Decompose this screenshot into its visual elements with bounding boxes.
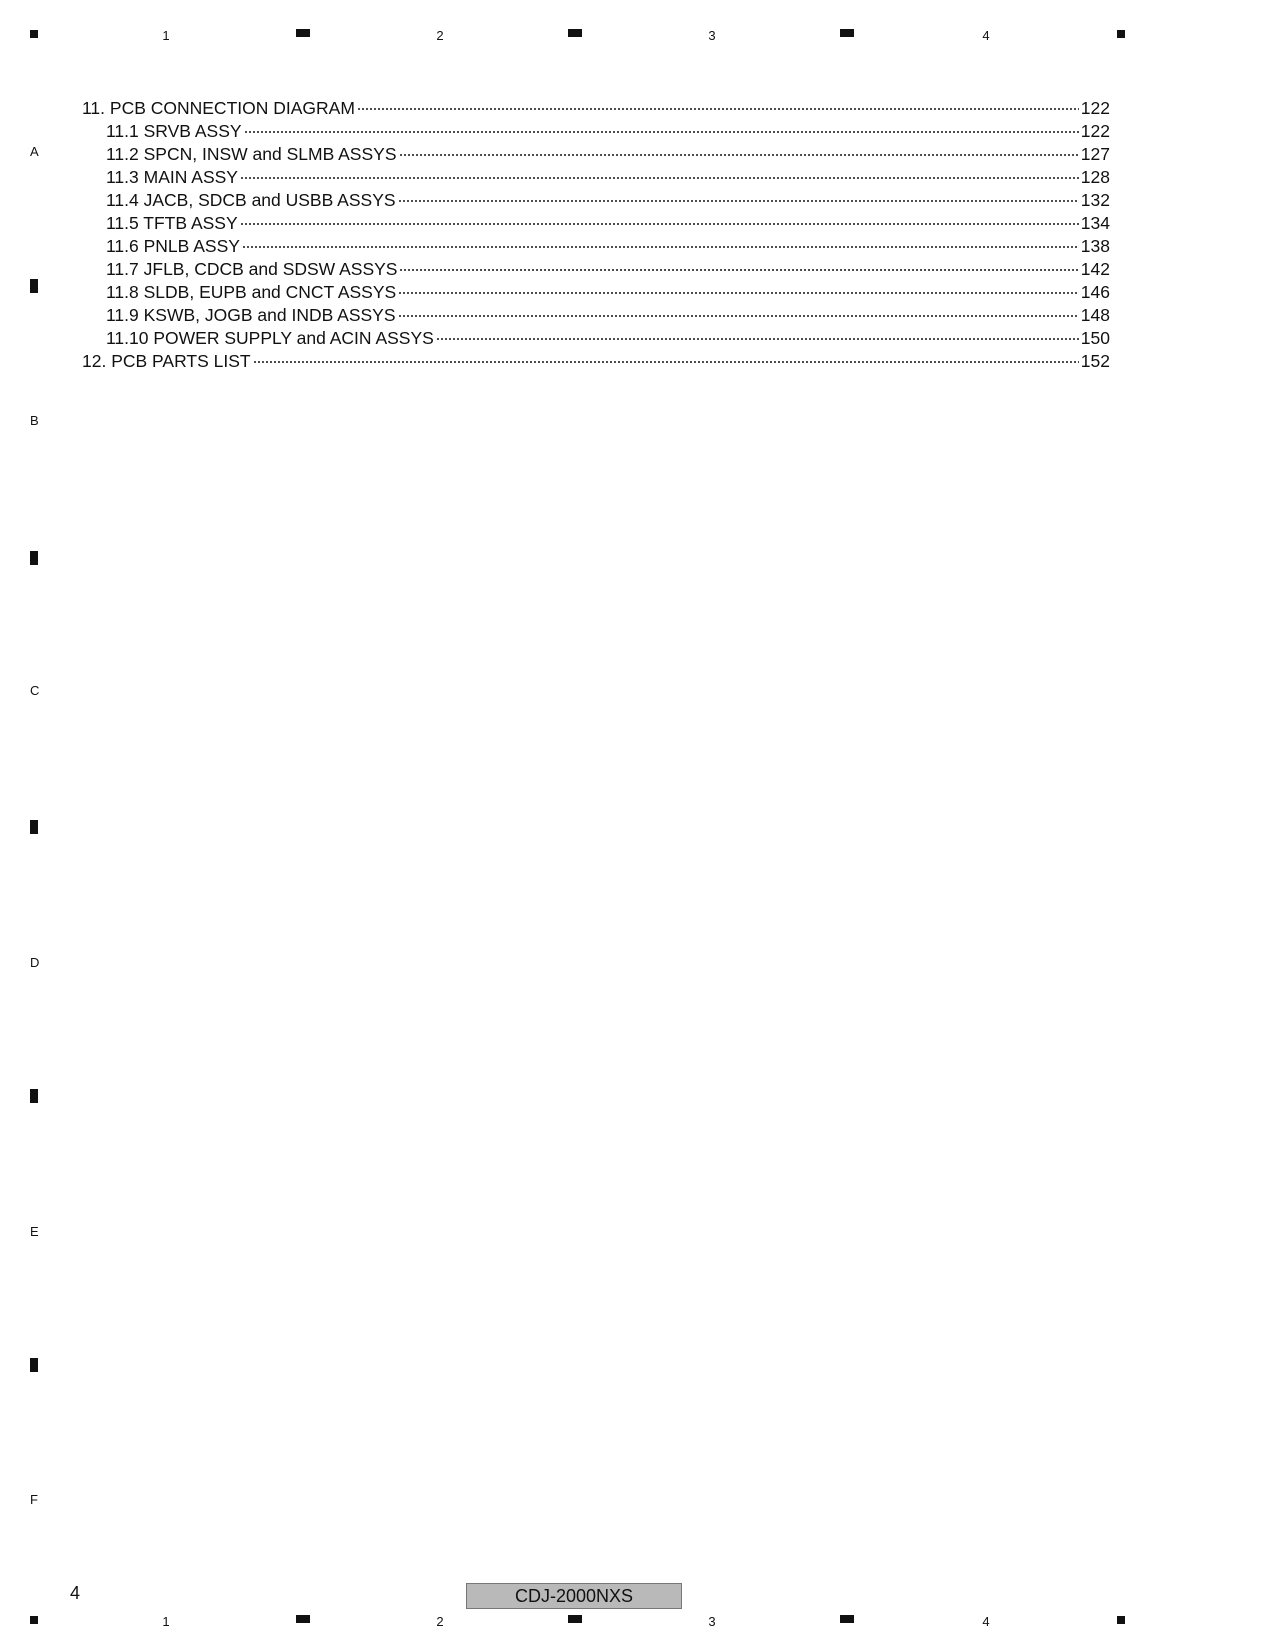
toc-entry[interactable] xyxy=(82,165,1110,188)
dot-leader xyxy=(242,234,1079,252)
row-letter: F xyxy=(30,1492,38,1507)
dot-leader xyxy=(398,280,1079,298)
ruler-mark xyxy=(296,1615,310,1623)
dot-leader xyxy=(399,142,1079,160)
dot-leader xyxy=(399,257,1078,275)
toc-page-number: 128 xyxy=(1080,166,1110,187)
toc-entry[interactable] xyxy=(82,96,1110,119)
toc-title: 11.7 JFLB, CDCB and SDSW ASSYS xyxy=(106,258,398,279)
row-letter: B xyxy=(30,413,39,428)
ruler-mark xyxy=(840,29,854,37)
toc-entry[interactable] xyxy=(82,119,1110,142)
column-number: 2 xyxy=(436,1614,444,1629)
row-letter: A xyxy=(30,144,39,159)
column-number: 2 xyxy=(436,28,444,43)
dot-leader xyxy=(398,303,1079,321)
row-letter: D xyxy=(30,955,40,970)
toc-page-number: 150 xyxy=(1080,327,1110,348)
ruler-mark xyxy=(30,820,38,834)
corner-mark xyxy=(1117,30,1125,38)
ruler-mark xyxy=(840,1615,854,1623)
column-number: 3 xyxy=(708,1614,716,1629)
toc-entry[interactable] xyxy=(82,326,1110,349)
dot-leader xyxy=(240,165,1079,183)
ruler-mark xyxy=(568,29,582,37)
toc-title: 11.3 MAIN ASSY xyxy=(106,166,238,187)
toc-title: 11.5 TFTB ASSY xyxy=(106,212,238,233)
corner-mark xyxy=(1117,1616,1125,1624)
toc-page-number: 134 xyxy=(1080,212,1110,233)
dot-leader xyxy=(436,326,1079,344)
toc-entry[interactable] xyxy=(82,234,1110,257)
dot-leader xyxy=(253,349,1079,367)
toc-title: 11.6 PNLB ASSY xyxy=(106,235,240,256)
ruler-mark xyxy=(30,1089,38,1103)
page-number: 4 xyxy=(70,1583,81,1603)
dot-leader xyxy=(244,119,1079,137)
toc-title: 11.8 SLDB, EUPB and CNCT ASSYS xyxy=(106,281,397,302)
top-ruler xyxy=(0,24,1275,48)
toc-entry[interactable] xyxy=(82,142,1110,165)
toc-page-number: 138 xyxy=(1080,235,1110,256)
toc-title: 12. PCB PARTS LIST xyxy=(82,350,251,371)
ruler-mark xyxy=(296,29,310,37)
toc-title: 11.4 JACB, SDCB and USBB ASSYS xyxy=(106,189,396,210)
toc-entry[interactable] xyxy=(82,188,1110,211)
toc-title: 11.10 POWER SUPPLY and ACIN ASSYS xyxy=(106,327,434,348)
toc-page-number: 127 xyxy=(1080,143,1110,164)
model-label: CDJ-2000NXS xyxy=(466,1583,682,1609)
bottom-ruler xyxy=(0,1610,1275,1634)
column-number: 1 xyxy=(162,28,170,43)
row-letter: C xyxy=(30,683,40,698)
ruler-mark xyxy=(568,1615,582,1623)
toc-page-number: 152 xyxy=(1080,350,1110,371)
side-ruler xyxy=(0,0,70,1649)
ruler-mark xyxy=(30,551,38,565)
toc-entry[interactable] xyxy=(82,257,1110,280)
row-letter: E xyxy=(30,1224,39,1239)
toc-page-number: 122 xyxy=(1080,97,1110,118)
table-of-contents xyxy=(82,96,1110,372)
toc-title: 11.9 KSWB, JOGB and INDB ASSYS xyxy=(106,304,396,325)
toc-title: 11.2 SPCN, INSW and SLMB ASSYS xyxy=(106,143,397,164)
toc-title: 11.1 SRVB ASSY xyxy=(106,120,242,141)
toc-page-number: 148 xyxy=(1080,304,1110,325)
toc-title: 11. PCB CONNECTION DIAGRAM xyxy=(82,97,355,118)
column-number: 1 xyxy=(162,1614,170,1629)
toc-entry[interactable] xyxy=(82,303,1110,326)
toc-page-number: 142 xyxy=(1080,258,1110,279)
ruler-mark xyxy=(30,1358,38,1372)
ruler-mark xyxy=(30,279,38,293)
toc-entry[interactable] xyxy=(82,211,1110,234)
toc-entry[interactable] xyxy=(82,349,1110,372)
dot-leader xyxy=(398,188,1079,206)
toc-entry[interactable] xyxy=(82,280,1110,303)
toc-page-number: 132 xyxy=(1080,189,1110,210)
column-number: 3 xyxy=(708,28,716,43)
column-number: 4 xyxy=(982,28,990,43)
dot-leader xyxy=(357,96,1079,114)
toc-page-number: 122 xyxy=(1080,120,1110,141)
corner-mark xyxy=(30,1616,38,1624)
dot-leader xyxy=(240,211,1079,229)
column-number: 4 xyxy=(982,1614,990,1629)
toc-page-number: 146 xyxy=(1080,281,1110,302)
